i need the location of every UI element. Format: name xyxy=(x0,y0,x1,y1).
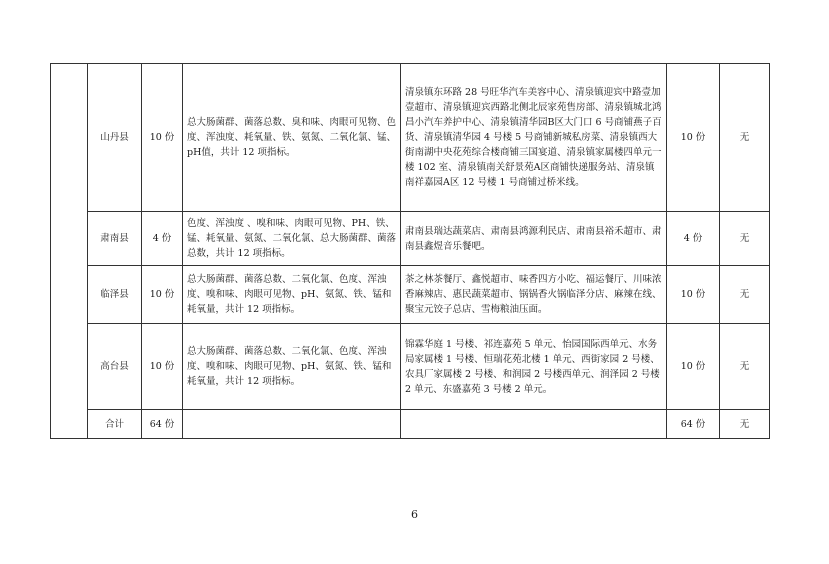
county-cell: 高台县 xyxy=(88,324,142,410)
county-cell: 山丹县 xyxy=(88,64,142,212)
county-cell: 肃南县 xyxy=(88,212,142,266)
merged-region-cell xyxy=(51,64,88,439)
empty-cell xyxy=(401,410,667,439)
indicators-cell: 总大肠菌群、菌落总数、臭和味、肉眼可见物、色度、浑浊度、耗氧量、铁、氨氮、二氧化氯、锰、pH值，共计 12 项指标。 xyxy=(183,64,401,212)
indicators-cell: 总大肠菌群、菌落总数、二氧化氯、色度、浑浊度、嗅和味、肉眼可见物、pH、氨氮、铁、锰和耗氧量，共计 12 项指标。 xyxy=(183,266,401,324)
locations-cell: 茶之林茶餐厅、鑫悦超市、味香四方小吃、福运餐厅、川味浓香麻辣店、惠民蔬菜超市、锅锅香火锅临泽分店、麻辣在线、聚宝元饺子总店、雪梅粮油压面。 xyxy=(401,266,667,324)
total-result-cell: 无 xyxy=(720,410,770,439)
qualified-count-cell: 10 份 xyxy=(667,266,720,324)
indicators-cell: 色度、浑浊度 、嗅和味、肉眼可见物、PH、铁、锰、耗氧量、氨氮、二氧化氯、总大肠菌群、菌落总数，共计 12 项指标。 xyxy=(183,212,401,266)
locations-cell: 清泉镇东环路 28 号旺华汽车美容中心、清泉镇迎宾中路壹加壹超市、清泉镇迎宾西路北侧北辰家苑售房部、清泉镇城北鸿昌小汽车养护中心、清泉镇清华园B区大门口 6 号商铺燕子百货、清泉镇清华园 4 号楼 5 号商铺新城私房菜、清泉镇西大街南湖中央花苑综合楼商铺三国宴道、清泉镇家属楼四单元一楼 102 室、清泉镇南关舒景苑A区商铺快递服务站、清泉镇南祥嘉园A区 12 号楼 1 号商铺过桥米线。 xyxy=(401,64,667,212)
result-cell: 无 xyxy=(720,266,770,324)
result-cell: 无 xyxy=(720,212,770,266)
total-row xyxy=(51,410,770,439)
table-row xyxy=(51,212,770,266)
result-cell: 无 xyxy=(720,324,770,410)
table-row xyxy=(51,64,770,212)
qualified-count-cell: 4 份 xyxy=(667,212,720,266)
empty-cell xyxy=(183,410,401,439)
locations-cell: 肃南县瑞达蔬菜店、肃南县鸿源利民店、肃南县裕禾超市、肃南县鑫煜音乐餐吧。 xyxy=(401,212,667,266)
qualified-count-cell: 10 份 xyxy=(667,64,720,212)
sample-count-cell: 10 份 xyxy=(142,266,183,324)
indicators-cell: 总大肠菌群、菌落总数、二氧化氯、色度、浑浊度、嗅和味、肉眼可见物、pH、氨氮、铁、锰和耗氧量，共计 12 项指标。 xyxy=(183,324,401,410)
table-row xyxy=(51,266,770,324)
sampling-table xyxy=(50,63,770,439)
sample-count-cell: 10 份 xyxy=(142,324,183,410)
total-label-cell: 合计 xyxy=(88,410,142,439)
sample-count-cell: 4 份 xyxy=(142,212,183,266)
locations-cell: 锦霖华庭 1 号楼、祁连嘉苑 5 单元、怡园国际西单元、水务局家属楼 1 号楼、恒瑞花苑北楼 1 单元、西街家园 2 号楼、农具厂家属楼 2 号楼、和润园 2 号楼西单元、润泽园 2 号楼 2 单元、东盛嘉苑 3 号楼 2 单元。 xyxy=(401,324,667,410)
qualified-count-cell: 10 份 xyxy=(667,324,720,410)
sample-count-cell: 10 份 xyxy=(142,64,183,212)
page-number: 6 xyxy=(411,508,418,521)
county-cell: 临泽县 xyxy=(88,266,142,324)
total-qualified-cell: 64 份 xyxy=(667,410,720,439)
result-cell: 无 xyxy=(720,64,770,212)
table-row xyxy=(51,324,770,410)
total-count-cell: 64 份 xyxy=(142,410,183,439)
